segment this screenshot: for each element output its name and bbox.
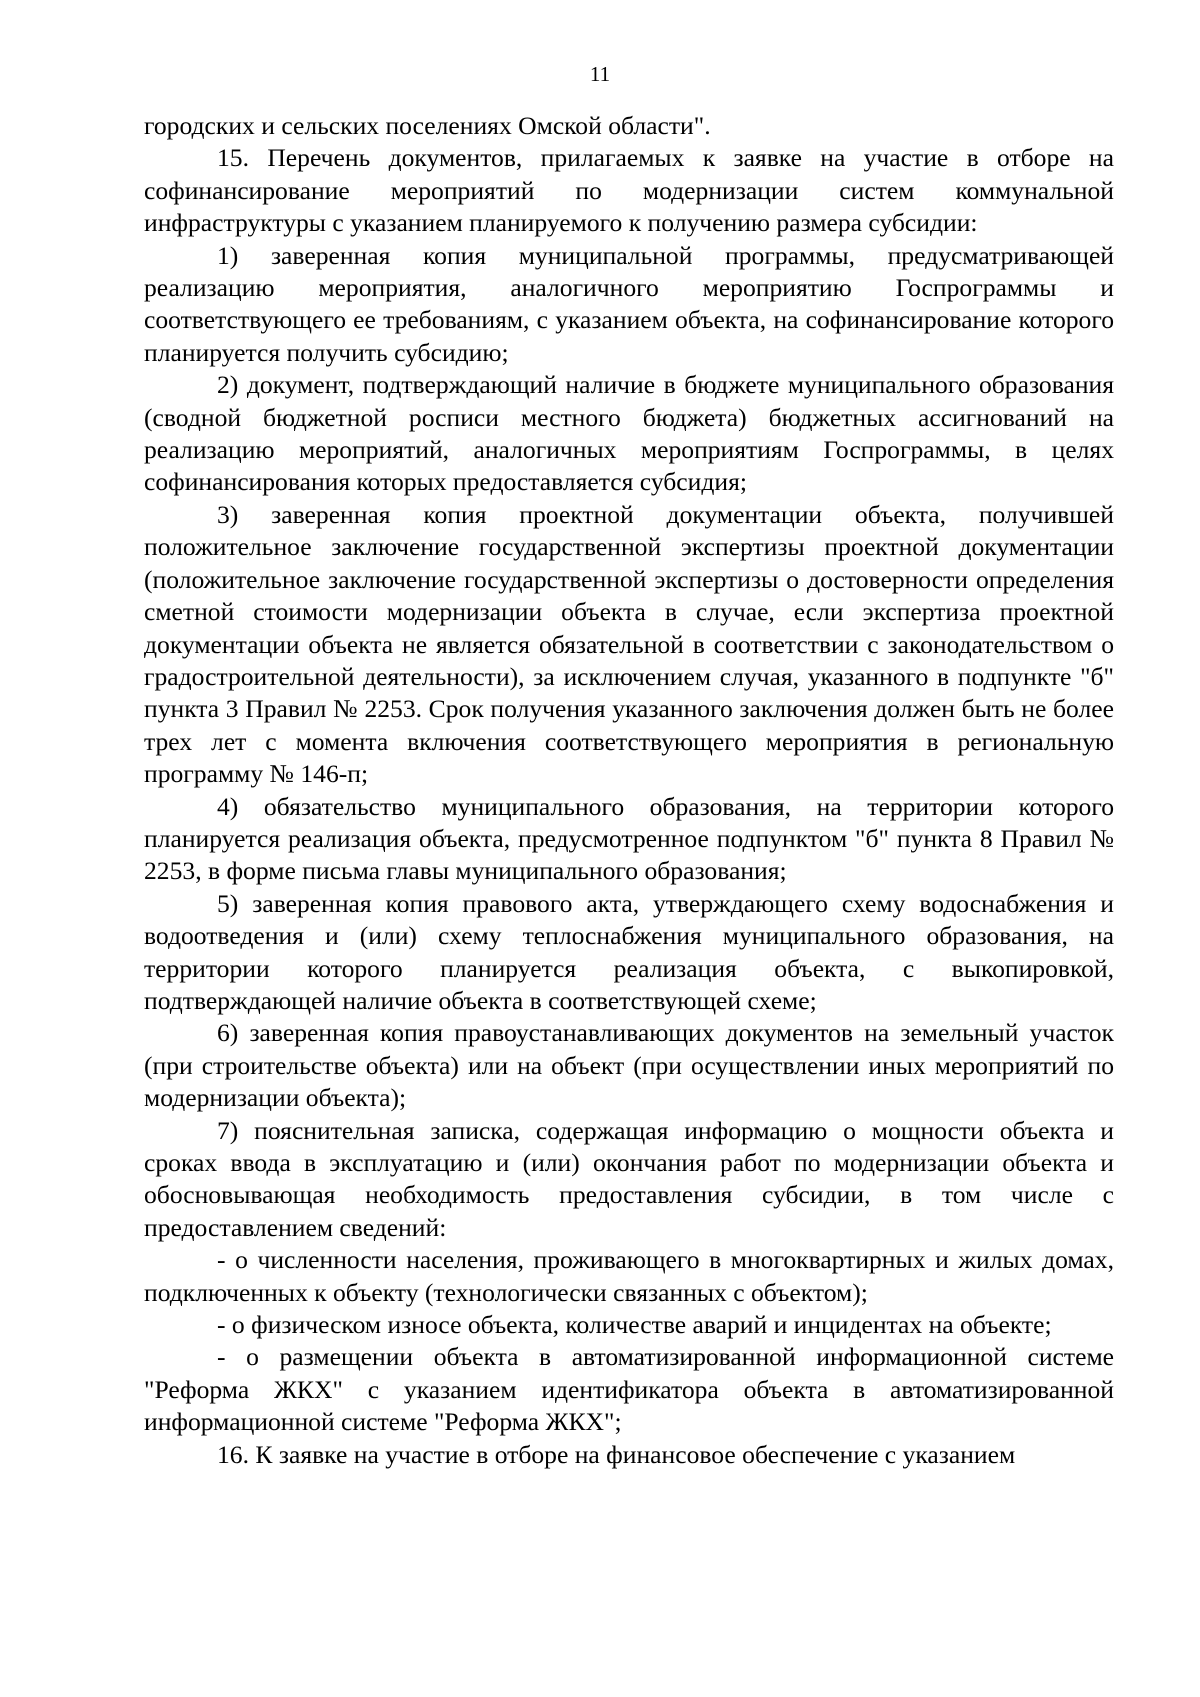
paragraph-subitem-7: 7) пояснительная записка, содержащая информацию о мощности объекта и сроках ввода в эксплуатацию и (или) окончания работ по модернизации объекта и обосновывающая необходимость предоставления субсидии, в том числе с предоставлением сведений:	[144, 1115, 1114, 1242]
paragraph-bullet-reform-system: - о размещении объекта в автоматизированной информационной системе "Реформа ЖКХ" с указанием идентификатора объекта в автоматизированной информационной системе "Реформа ЖКХ";	[144, 1342, 1114, 1437]
paragraph-continuation: городских и сельских поселениях Омской области".	[144, 111, 711, 140]
paragraph-subitem-4: 4) обязательство муниципального образования, на территории которого планируется реализация объекта, предусмотренное подпунктом "б" пункта 8 Правил № 2253, в форме письма главы муниципального образования;	[144, 791, 1114, 886]
paragraph-bullet-population: - о численности населения, проживающего в многоквартирных и жилых домах, подключенных к объекту (технологически связанных с объектом);	[144, 1245, 1114, 1307]
paragraph-subitem-6: 6) заверенная копия правоустанавливающих документов на земельный участок (при строительстве объекта) или на объект (при осуществлении иных мероприятий по модернизации объекта);	[144, 1018, 1114, 1113]
paragraph-subitem-1: 1) заверенная копия муниципальной программы, предусматривающей реализацию мероприятия, аналогичного мероприятию Госпрограммы и соответствующего ее требованиям, с указанием объекта, на софинансирование которого планируется получить субсидию;	[144, 240, 1114, 367]
paragraph-subitem-3: 3) заверенная копия проектной документации объекта, получившей положительное заключение государственной экспертизы проектной документации (положительное заключение государственной экспертизы о достоверности определения сметной стоимости модернизации объекта в случае, если экспертиза проектной документации объекта не является обязательной в соответствии с законодательством о градостроительной деятельности), за исключением случая, указанного в подпункте "б" пункта 3 Правил № 2253. Срок получения указанного заключения должен быть не более трех лет с момента включения соответствующего мероприятия в региональную программу № 146-п;	[144, 499, 1114, 789]
page-number: 11	[589, 62, 611, 86]
paragraph-bullet-wear: - о физическом износе объекта, количестве аварий и инцидентах на объекте;	[217, 1310, 1052, 1340]
paragraph-subitem-5: 5) заверенная копия правового акта, утверждающего схему водоснабжения и водоотведения и (или) схему теплоснабжения муниципального образования, на территории которого планируется реализация объекта, с выкопировкой, подтверждающей наличие объекта в соответствующей схеме;	[144, 888, 1114, 1015]
paragraph-subitem-2: 2) документ, подтверждающий наличие в бюджете муниципального образования (сводной бюджетной росписи местного бюджета) бюджетных ассигнований на реализацию мероприятий, аналогичных мероприятиям Госпрограммы, в целях софинансирования которых предоставляется субсидия;	[144, 370, 1114, 497]
paragraph-item-15: 15. Перечень документов, прилагаемых к заявке на участие в отборе на софинансирование мероприятий по модернизации систем коммунальной инфраструктуры с указанием планируемого к получению размера субсидии:	[144, 143, 1114, 238]
paragraph-item-16: 16. К заявке на участие в отборе на финансовое обеспечение с указанием	[217, 1439, 1016, 1469]
document-body	[144, 110, 1114, 1471]
